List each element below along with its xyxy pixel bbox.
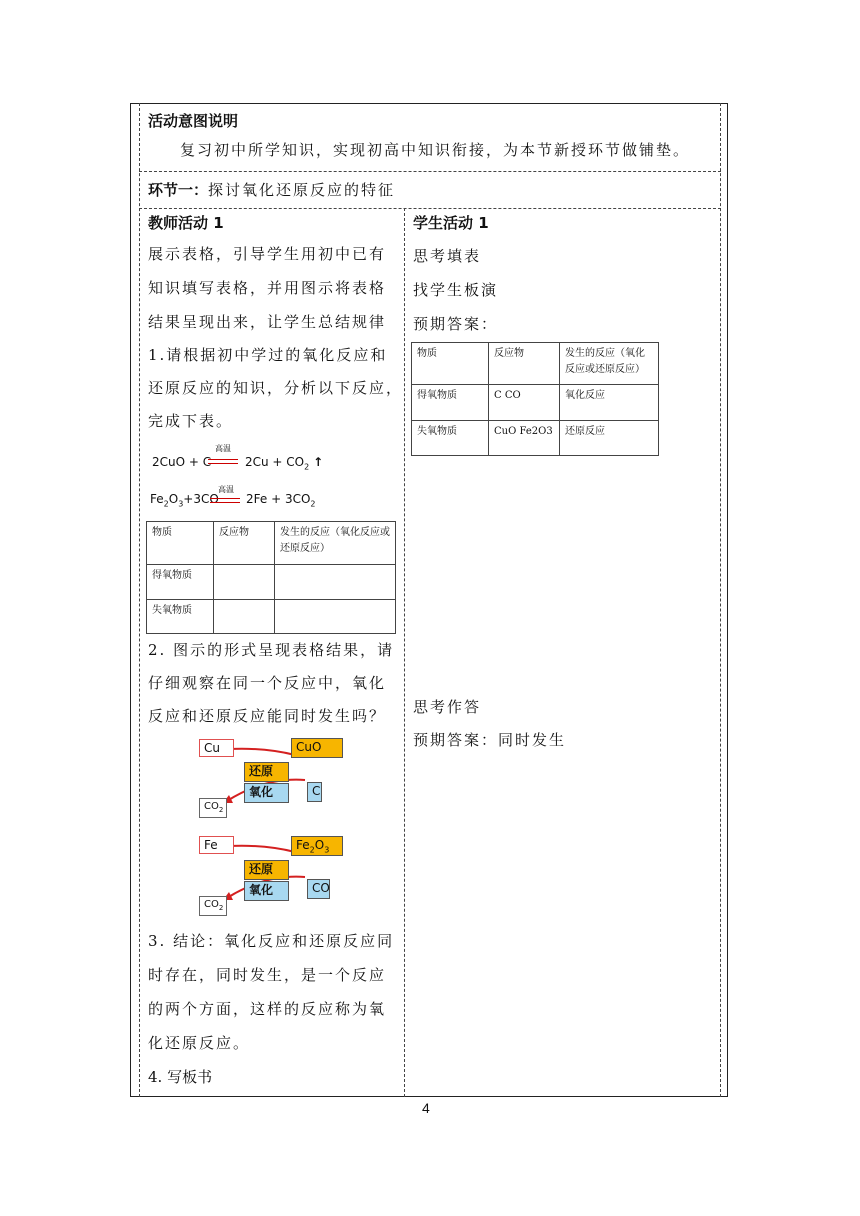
oxide-box: $Fe_2O_3$ <box>291 836 343 856</box>
teacher-q1-line: 1.请根据初中学过的氧化反应和 <box>148 346 388 364</box>
reduce-box: 还原 <box>244 762 289 782</box>
agent-box: C <box>307 782 322 802</box>
divider-section <box>139 208 721 209</box>
teacher-q3-line: 3. 结论：氧化反应和还原反应同 <box>148 932 395 950</box>
teacher-q2-line: 仔细观察在同一个反应中，氧化 <box>148 674 387 692</box>
agent-box: CO <box>307 879 330 899</box>
teacher-q2-line: 反应和还原反应能同时发生吗？ <box>148 707 387 725</box>
teacher-q3-line: 化还原反应。 <box>148 1034 251 1052</box>
intent-text: 复习初中所学知识，实现初高中知识衔接，为本节新授环节做铺垫。 <box>180 141 691 159</box>
teacher-intro-line: 结果呈现出来，让学生总结规律 <box>148 313 387 331</box>
column-divider <box>404 208 405 1097</box>
teacher-q1-line: 完成下表。 <box>148 412 234 430</box>
oxide-box: CuO <box>291 738 343 758</box>
teacher-q4: 4. 写板书 <box>148 1068 213 1086</box>
student-line: 预期答案： <box>413 315 499 333</box>
student-answer2-line: 预期答案：同时发生 <box>413 731 567 749</box>
student-answer2-line: 思考作答 <box>413 698 482 716</box>
student-line: 找学生板演 <box>413 281 499 299</box>
student-answer-table: 物质 反应物 发生的反应（氧化反应或还原反应） 得氧物质 C CO 氧化反应 失氧物质 CuO Fe2O3 还原反应 <box>411 342 659 456</box>
teacher-q1-line: 还原反应的知识，分析以下反应， <box>148 379 404 397</box>
student-line: 思考填表 <box>413 247 482 265</box>
product-box: Fe <box>199 836 234 854</box>
teacher-q3-line: 时存在，同时发生，是一个反应 <box>148 966 387 984</box>
page-number: 4 <box>422 1100 430 1116</box>
gas-box: $CO_2$ <box>199 798 227 818</box>
reduce-box: 还原 <box>244 860 289 880</box>
teacher-intro-line: 知识填写表格，并用图示将表格 <box>148 279 387 297</box>
student-heading: 学生活动 1 <box>413 214 489 232</box>
intent-heading: 活动意图说明 <box>148 112 239 130</box>
section-title: 环节一：探讨氧化还原反应的特征 <box>148 181 396 199</box>
teacher-q3-line: 的两个方面，这样的反应称为氧 <box>148 1000 387 1018</box>
oxidize-box: 氧化 <box>244 783 289 803</box>
product-box: Cu <box>199 739 234 757</box>
teacher-intro-line: 展示表格，引导学生用初中已有 <box>148 245 387 263</box>
oxidize-box: 氧化 <box>244 881 289 901</box>
teacher-table: 物质 反应物 发生的反应（氧化反应或还原反应） 得氧物质 失氧物质 <box>146 521 396 634</box>
gas-box: $CO_2$ <box>199 896 227 916</box>
teacher-heading: 教师活动 1 <box>148 214 224 232</box>
teacher-q2-line: 2. 图示的形式呈现表格结果，请 <box>148 641 395 659</box>
divider-intent <box>139 171 721 172</box>
